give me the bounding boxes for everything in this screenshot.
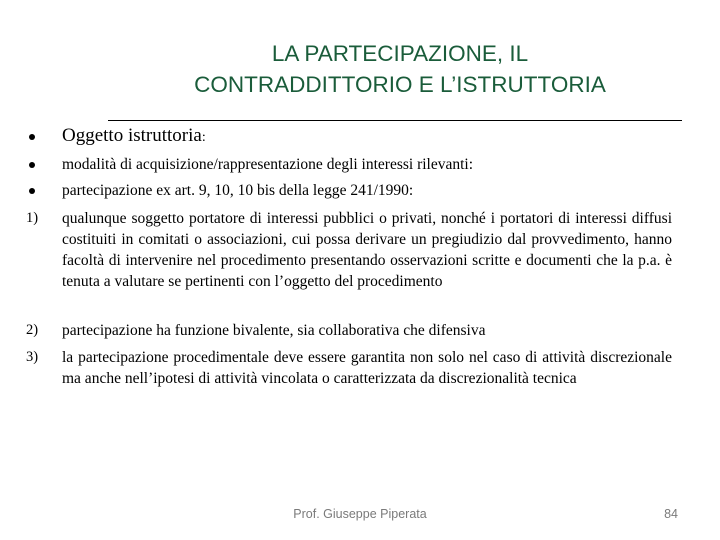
bullet-dot-icon (20, 124, 44, 148)
bullet-1-text: modalità di acquisizione/rappresentazione degli interessi rilevanti: (62, 156, 474, 173)
bullet-dot-icon (20, 154, 44, 175)
item-2-marker: 2) (25, 322, 39, 338)
item-3-marker: 3) (25, 349, 39, 365)
title-line-1: LA PARTECIPAZIONE, IL (271, 41, 529, 66)
title-divider (108, 120, 682, 121)
title-line-2: CONTRADDITTORIO E L’ISTRUTTORIA (194, 72, 606, 97)
heading-text: Oggetto istruttoria: (62, 125, 206, 146)
item-3-text: la partecipazione procedimentale deve essere garantita non solo nel caso di attività discrezionale ma anche nell’ipotesi di attività vincolata o caratterizzata da discrezionalità tecnica (62, 349, 672, 387)
bullet-2-text: partecipazione ex art. 9, 10, 10 bis della legge 241/1990: (62, 182, 414, 199)
footer-page-number: 84 (664, 507, 678, 521)
item-2-text: partecipazione ha funzione bivalente, sia collaborativa che difensiva (62, 322, 486, 339)
bullet-dot-icon (20, 180, 44, 201)
footer-author: Prof. Giuseppe Piperata (293, 507, 427, 521)
slide-title (100, 38, 700, 100)
item-1-text: qualunque soggetto portatore di interessi pubblici o privati, nonché i portatori di interessi diffusi costituiti in comitati o associazioni, cui possa derivare un pregiudizio dal provvedimento, hanno facoltà di intervenire nel procedimento presentando osservazioni scritte e documenti che la p.a. è tenuta a valutare se pertinenti con l’oggetto del procedimento (62, 210, 672, 290)
item-1-marker: 1) (25, 210, 39, 226)
